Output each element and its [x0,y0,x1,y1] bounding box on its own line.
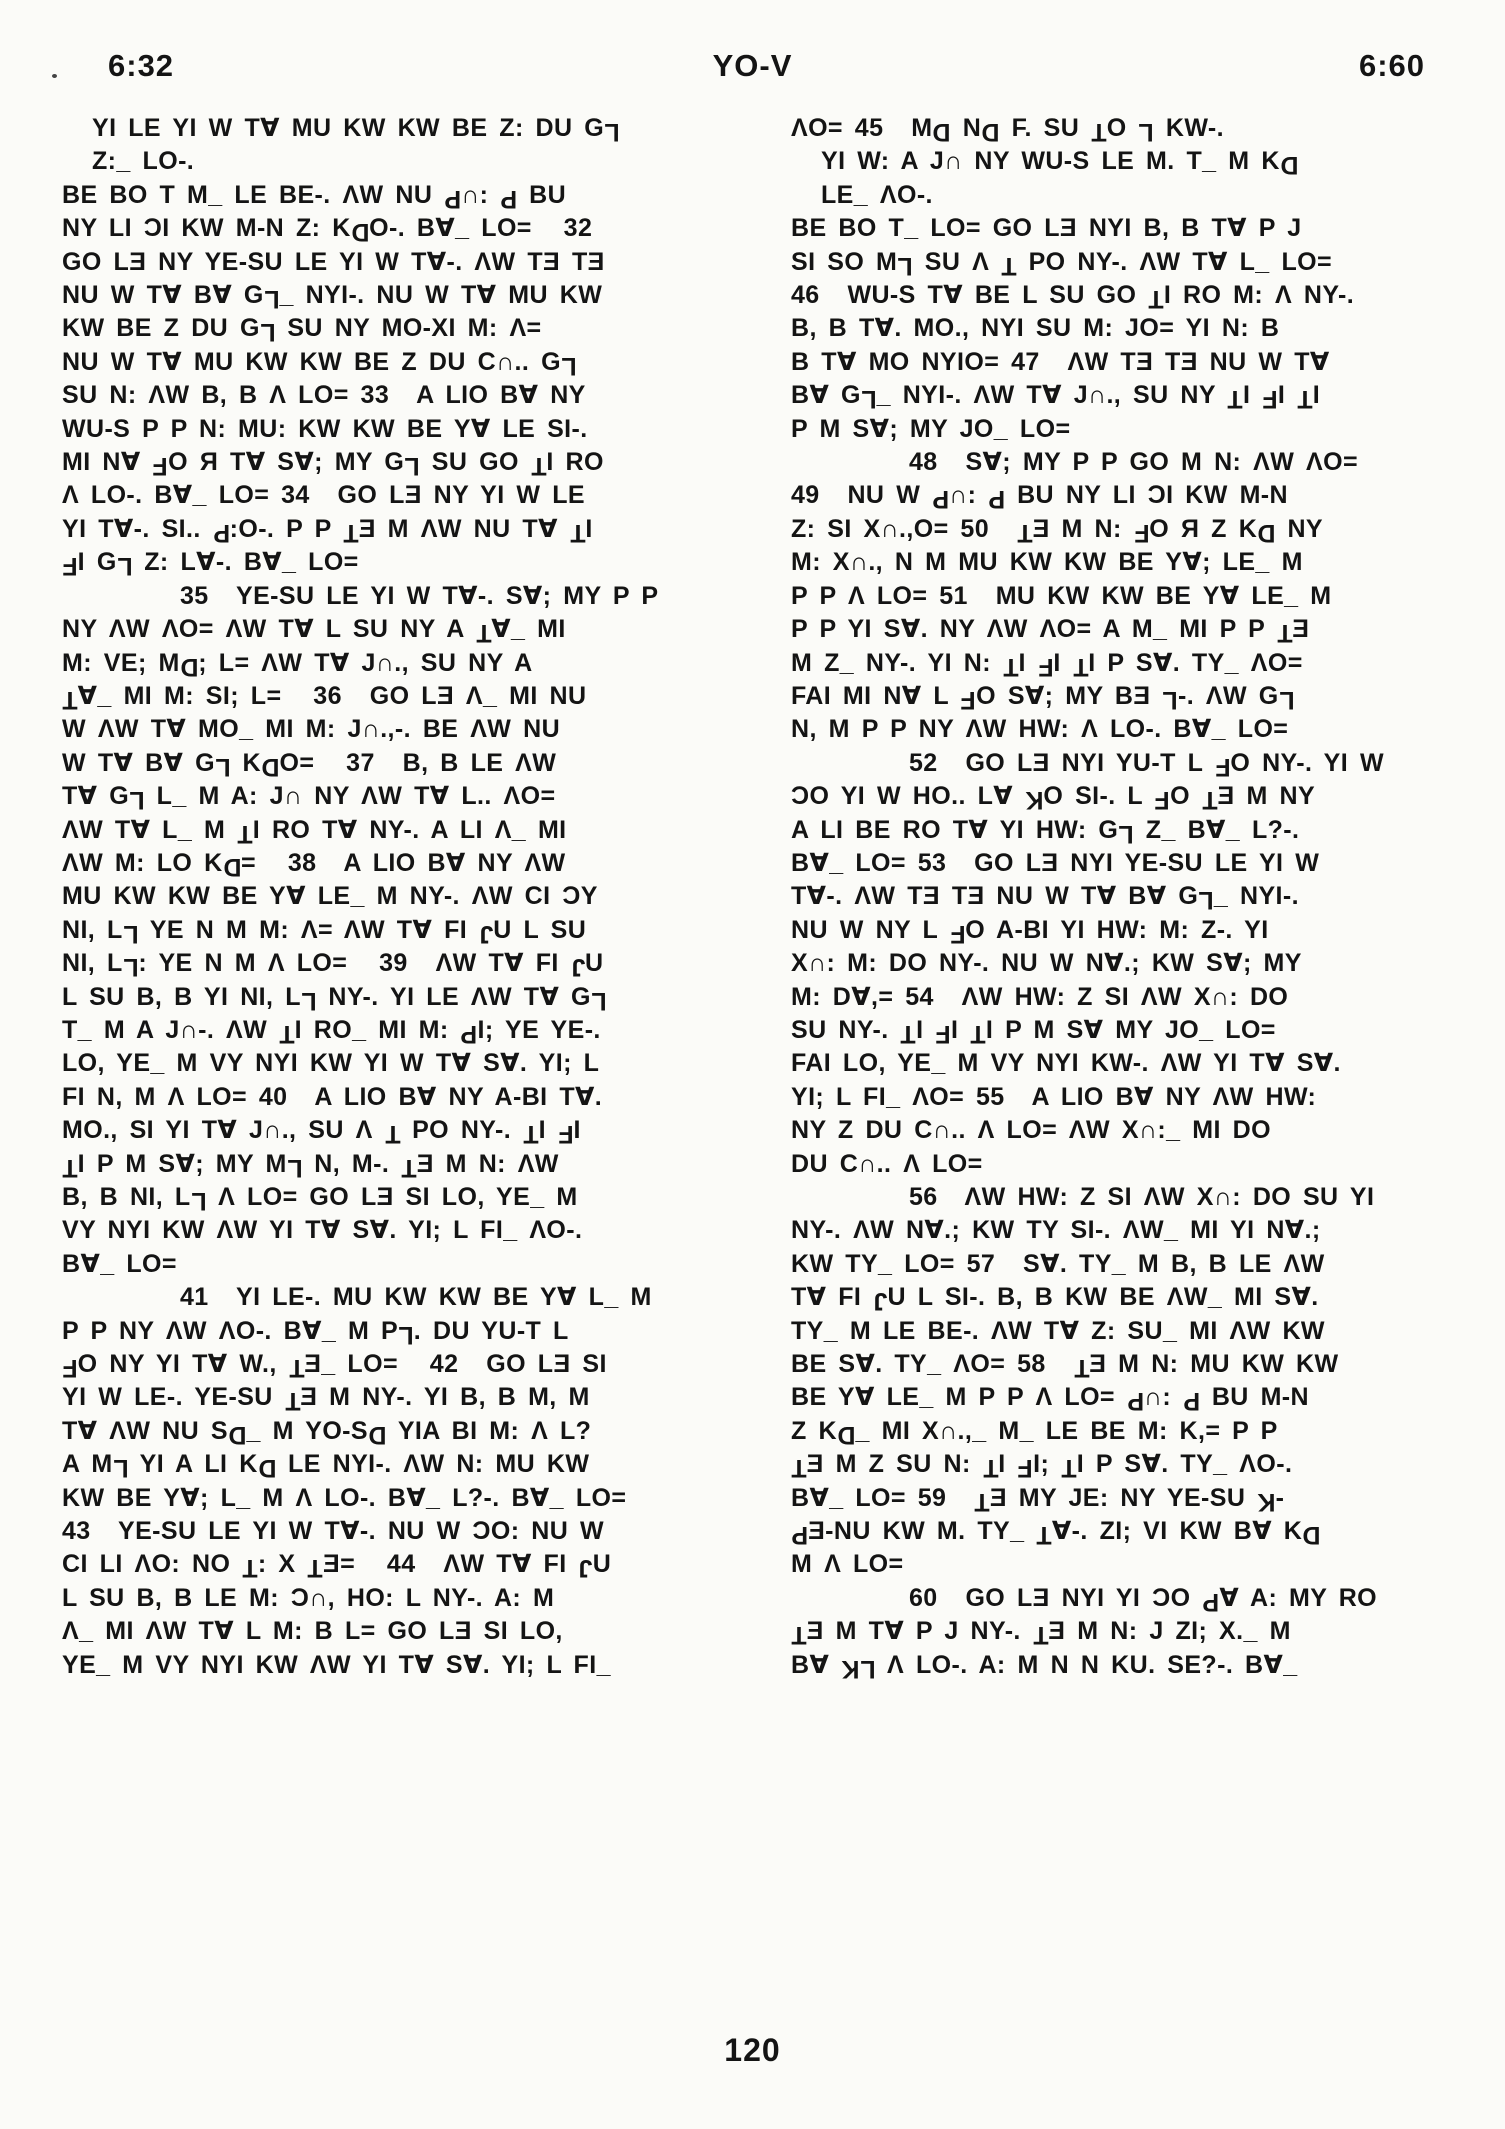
text-line: 56 ΛW HW: Z SI ΛW X∩: DO SU YI [909,1183,1375,1211]
text-line: NY-. ΛW N∀.; KW TY SI-. ΛW_ MI YI N∀.; [791,1216,1321,1245]
text-line: A LI BE RO T∀ YI HW: GL Z_ B∀_ L?-. [791,815,1300,848]
page-number: 120 [724,2032,781,2068]
verse-number: 42 [429,1350,459,1379]
text-line: P P Λ LO= 51 MU KW KW BE Y∀ LE_ M [791,581,1332,610]
verse-number: 46 [791,281,820,310]
text-line: B∀_ LO= [62,1249,177,1278]
text-line: N, M P P NY ΛW HW: Λ LO-. B∀_ LO= [791,715,1289,744]
text-line: Z: SI X∩.,O= 50 TƎ M N: FO Я Z KD NY [791,514,1323,547]
left-column [62,112,767,1682]
text-line: YI W LE-. YE-SU TƎ M NY-. YI B, B M, M [62,1383,590,1416]
text-line: P P YI S∀. NY ΛW ΛO= A M_ MI P P TƎ [791,615,1310,648]
text-line: FI GL Z: L∀-. B∀_ LO= [62,548,359,581]
text-line: SU NY-. TI FI TI P M S∀ MY JO_ LO= [791,1015,1276,1049]
header-book-title: YO-V [712,48,793,83]
text-line: M: D∀,= 54 ΛW HW: Z SI ΛW X∩: DO [791,982,1289,1011]
text-line: GO LƎ NY YE-SU LE YI W T∀-. ΛW TƎ TƎ [62,247,605,276]
text-line: SU N: ΛW B, B Λ LO= 33 A LIO B∀ NY [62,381,586,410]
verse-number: 54 [905,982,934,1011]
text-line: ƆO YI W HO.. L∀ KO SI-. L FO TƎ M NY [791,782,1316,815]
text-line: 49 NU W P∩: P BU NY LI ƆI KW M-N [791,481,1288,514]
text-line: P M S∀; MY JO_ LO= [791,414,1071,443]
right-column [791,112,1496,1682]
text-line: TƎ M Z SU N: TI FI; TI P S∀. TY_ ΛO-. [791,1450,1293,1483]
text-line: NI, LL YE N M M: Λ= ΛW T∀ FI JU L SU [62,915,587,948]
page-header [0,48,1505,92]
text-line: ΛW T∀ L_ M TI RO T∀ NY-. A LI Λ_ MI [62,815,567,848]
text-line: Z KD_ MI X∩.,_ M_ LE BE M: K,= P P [791,1416,1278,1449]
verse-number: 37 [346,748,375,777]
verse-number: 57 [966,1249,996,1278]
text-line: MU KW KW BE Y∀ LE_ M NY-. ΛW CI ƆY [62,882,598,911]
verse-number: 55 [976,1082,1005,1111]
verse-number: 53 [917,848,947,877]
text-line: B, B T∀. MO., NYI SU M: JO= YI N: B [791,314,1280,343]
text-line: 46 WU-S T∀ BE L SU GO TI RO M: Λ NY-. [791,281,1355,314]
text-line: DU C∩.. Λ LO= [791,1149,983,1178]
text-line: YI LE YI W T∀ MU KW KW BE Z: DU GL [92,114,620,147]
verse-number: 40 [258,1082,288,1111]
text-line: TƎ M T∀ P J NY-. TƎ M N: J ZI; X._ M [791,1617,1291,1650]
text-line: FO NY YI T∀ W., TƎ_ LO= 42 GO LƎ SI [62,1350,607,1383]
text-line: NU W T∀ MU KW KW BE Z DU C∩.. GL [62,347,577,380]
verse-number: 48 [909,448,938,477]
text-line: M: X∩., N M MU KW KW BE Y∀; LE_ M [791,548,1303,577]
text-line: MO., SI YI T∀ J∩., SU Λ T PO NY-. TI FI [62,1116,581,1149]
text-line: PƎ-NU KW M. TY_ T∀-. ZI; VI KW B∀ KD [791,1517,1321,1550]
text-line: BE BO T_ LO= GO LƎ NYI B, B T∀ P J [791,214,1302,243]
text-line: NU W T∀ B∀ GL_ NYI-. NU W T∀ MU KW [62,281,603,314]
verse-number: 39 [379,949,408,978]
text-line: FI N, M Λ LO= 40 A LIO B∀ NY A-BI T∀. [62,1082,603,1111]
text-line: M: VE; MD; L= ΛW T∀ J∩., SU NY A [62,648,533,681]
text-line: WU-S P P N: MU: KW KW BE Y∀ LE SI-. [62,414,588,443]
verse-number: 59 [917,1483,947,1512]
text-line: 43 YE-SU LE YI W T∀-. NU W ƆO: NU W [62,1517,605,1546]
text-line: L SU B, B LE M: Ɔ∩, HO: L NY-. A: M [62,1583,555,1612]
text-line: B, B NI, LL Λ LO= GO LƎ SI LO, YE_ M [62,1183,578,1216]
text-line: ΛW M: LO KD= 38 A LIO B∀ NY ΛW [62,848,566,882]
text-line: B∀_ LO= 59 TƎ MY JE: NY YE-SU K- [791,1483,1285,1516]
scan-speck [52,74,57,78]
text-line: TY_ M LE BE-. ΛW T∀ Z: SU_ MI ΛW KW [791,1316,1325,1345]
text-line: NU W NY L FO A-BI YI HW: M: Z-. YI [791,915,1269,948]
text-line: B∀ KL Λ LO-. A: M N N KU. SE?-. B∀_ [791,1650,1298,1683]
text-line: MI N∀ FO Я T∀ S∀; MY GL SU GO TI RO [62,448,604,481]
text-line: BE Y∀ LE_ M P P Λ LO= P∩: P BU M-N [791,1383,1309,1416]
text-line: P P NY ΛW ΛO-. B∀_ M PL. DU YU-T L [62,1316,569,1349]
text-line: Λ LO-. B∀_ LO= 34 GO LƎ NY YI W LE [62,481,585,510]
text-line: NY LI ƆI KW M-N Z: KDO-. B∀_ LO= 32 [62,214,593,247]
verse-number: 49 [791,481,820,510]
text-line: BE S∀. TY_ ΛO= 58 TƎ M N: MU KW KW [791,1350,1339,1383]
verse-number: 52 [909,748,938,777]
text-line: NY ΛW ΛO= ΛW T∀ L SU NY A T∀_ MI [62,615,566,648]
text-line: Λ_ MI ΛW T∀ L M: B L= GO LƎ SI LO, [62,1617,563,1646]
text-line: LE_ ΛO-. [821,180,933,209]
text-line: CI LI ΛO: NO T: X TƎ= 44 ΛW T∀ FI JU [62,1550,612,1583]
text-line: SI SO ML SU Λ T PO NY-. ΛW T∀ L_ LO= [791,247,1332,280]
text-line: YI W: A J∩ NY WU-S LE M. T_ M KD [821,147,1299,180]
text-line: NI, LL: YE N M Λ LO= 39 ΛW T∀ FI JU [62,949,604,982]
text-line: TI P M S∀; MY ML N, M-. TƎ M N: ΛW [62,1149,559,1182]
verse-number: 43 [62,1517,91,1546]
verse-number: 33 [360,381,390,410]
text-line: KW BE Z DU GL SU NY MO-XI M: Λ= [62,314,542,347]
text-line: 48 S∀; MY P P GO M N: ΛW ΛO= [909,448,1358,477]
text-line: Z:_ LO-. [92,147,195,176]
text-line: W T∀ B∀ GL KDO= 37 B, B LE ΛW [62,748,557,781]
text-line: NY Z DU C∩.. Λ LO= ΛW X∩:_ MI DO [791,1116,1271,1145]
text-line: 41 YI LE-. MU KW KW BE Y∀ L_ M [180,1283,652,1312]
text-line: L SU B, B YI NI, LL NY-. YI LE ΛW T∀ GL [62,982,607,1015]
text-line: M Z_ NY-. YI N: TI FI TI P S∀. TY_ ΛO= [791,648,1303,681]
text-line: A ML YI A LI KD LE NYI-. ΛW N: MU KW [62,1450,590,1483]
text-line: T_ M A J∩-. ΛW TI RO_ MI M: PI; YE YE-. [62,1015,601,1049]
header-verse-ref-left: 6:32 [108,48,175,83]
text-line: W ΛW T∀ MO_ MI M: J∩.,-. BE ΛW NU [62,715,561,744]
text-line: 52 GO LƎ NYI YU-T L FO NY-. YI W [909,748,1384,781]
text-line: T∀ ΛW NU SD_ M YO-SD YIA BI M: Λ L? [62,1416,592,1449]
text-line: BE BO T M_ LE BE-. ΛW NU P∩: P BU [62,180,567,213]
verse-number: 44 [386,1550,416,1579]
verse-number: 34 [281,481,310,510]
verse-number: 60 [909,1583,938,1612]
text-line: B T∀ MO NYIO= 47 ΛW TƎ TƎ NU W T∀ [791,347,1330,376]
verse-number: 41 [180,1283,209,1312]
text-line: B∀ GL_ NYI-. ΛW T∀ J∩., SU NY TI FI TI [791,381,1321,414]
text-line: YI; L FI_ ΛO= 55 A LIO B∀ NY ΛW HW: [791,1082,1317,1111]
text-line: 60 GO LƎ NYI YI ƆO P∀ A: MY RO [909,1583,1378,1616]
text-line: M Λ LO= [791,1550,904,1579]
text-line: KW TY_ LO= 57 S∀. TY_ M B, B LE ΛW [791,1249,1325,1278]
text-line: T∀ GL L_ M A: J∩ NY ΛW T∀ L.. ΛO= [62,782,556,815]
text-line: T∀ FI JU L SI-. B, B KW BE ΛW_ MI S∀. [791,1283,1319,1316]
verse-number: 32 [563,214,593,243]
text-line: T∀-. ΛW TƎ TƎ NU W T∀ B∀ GL_ NYI-. [791,882,1299,915]
text-line: X∩: M: DO NY-. NU W N∀.; KW S∀; MY [791,949,1302,978]
text-line: FAI MI N∀ L FO S∀; MY BƎ L-. ΛW GL [791,681,1295,714]
text-line: LO, YE_ M VY NYI KW YI W T∀ S∀. YI; L [62,1049,600,1078]
header-verse-ref-right: 6:60 [1358,48,1425,83]
text-line: 35 YE-SU LE YI W T∀-. S∀; MY P P [180,581,659,610]
text-line: B∀_ LO= 53 GO LƎ NYI YE-SU LE YI W [791,848,1320,877]
verse-number: 36 [313,681,342,710]
verse-number: 38 [287,848,317,877]
verse-number: 56 [909,1183,938,1211]
verse-number: 45 [854,114,884,142]
text-line: FAI LO, YE_ M VY NYI KW-. ΛW YI T∀ S∀. [791,1049,1341,1078]
text-columns [62,112,1496,1682]
verse-number: 47 [1011,347,1040,376]
verse-number: 35 [180,581,209,610]
verse-number: 51 [939,581,968,610]
text-line: YE_ M VY NYI KW ΛW YI T∀ S∀. YI; L FI_ [62,1650,611,1679]
verse-number: 58 [1017,1350,1046,1379]
verse-number: 50 [960,514,990,543]
text-line: VY NYI KW ΛW YI T∀ S∀. YI; L FI_ ΛO-. [62,1216,583,1245]
text-line: KW BE Y∀; L_ M Λ LO-. B∀_ L?-. B∀_ LO= [62,1483,627,1512]
text-line: YI T∀-. SI.. P:O-. P P TƎ M ΛW NU T∀ TI [62,514,593,547]
text-line: T∀_ MI M: SI; L= 36 GO LƎ Λ_ MI NU [62,681,587,714]
text-line: ΛO= 45 MD ND F. SU TO L KW-. [791,114,1224,147]
